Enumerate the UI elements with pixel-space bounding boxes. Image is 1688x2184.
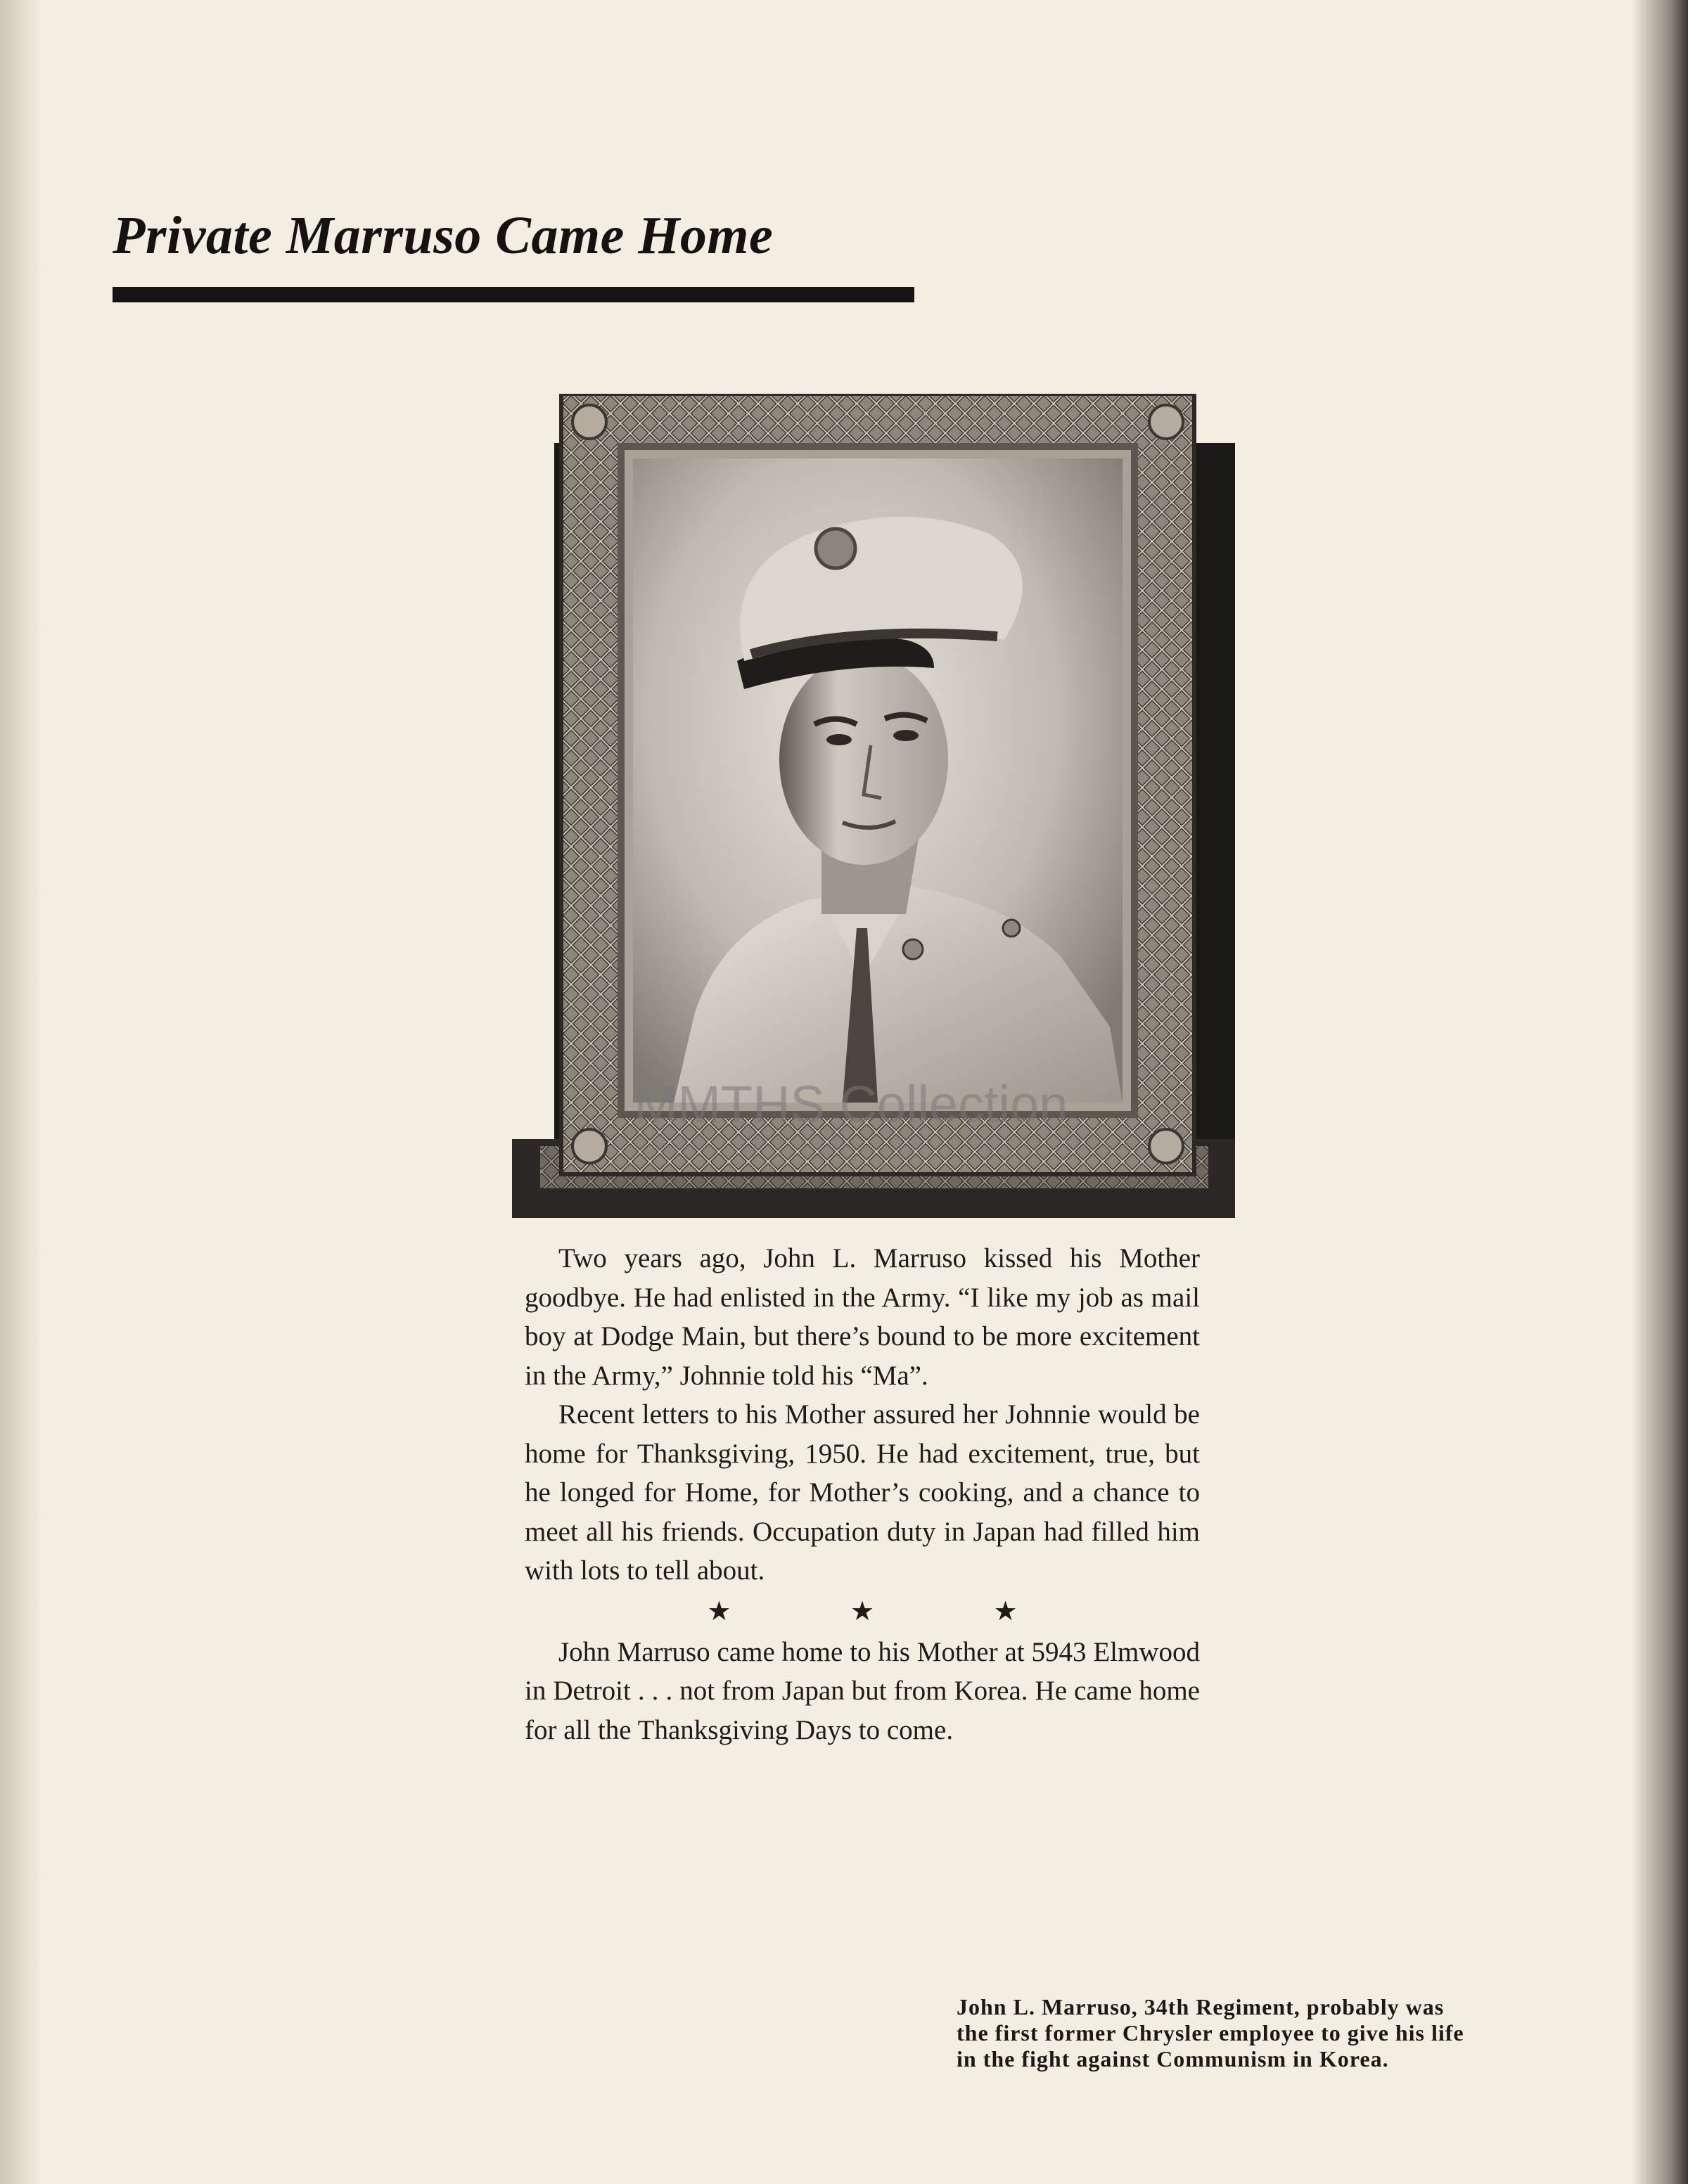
- article-body: [525, 1239, 1200, 1749]
- page-edge-shadow-right: [1632, 0, 1688, 2184]
- body-paragraph: Two years ago, John L. Marruso kissed his Mother goodbye. He had enlisted in the Army. “I like my job as mail boy at Dodge Main, but there’s bound to be more excitement in the Army,” Johnnie told his “Ma”.: [525, 1243, 1200, 1391]
- closing-paragraph: John Marruso came home to his Mother at 5943 Elmwood in Detroit . . . not from Japan but from Korea. He came home for all the Thanksgiving Days to come.: [525, 1636, 1200, 1745]
- collection-watermark: MMTHS Collection: [634, 1075, 1068, 1133]
- caption-line: the first former Chrysler employee to give his life: [957, 2020, 1464, 2045]
- caption-line: in the fight against Communism in Korea.: [957, 2046, 1389, 2071]
- article-title: Private Marruso Came Home: [113, 206, 774, 265]
- title-underline-rule: [113, 287, 914, 302]
- caption-line: John L. Marruso, 34th Regiment, probably was: [957, 1994, 1445, 2019]
- star-separator: ★ ★ ★: [707, 1596, 1074, 1626]
- body-paragraph: Recent letters to his Mother assured her Johnnie would be home for Thanksgiving, 1950. He had excitement, true, but he longed for Home, for Mother’s cooking, and a chance to meet all his friends. Occupation duty in Japan had filled him with lots to tell about.: [525, 1399, 1200, 1586]
- page-edge-shadow-left: [0, 0, 42, 2184]
- memorial-caption: [957, 1994, 1618, 2072]
